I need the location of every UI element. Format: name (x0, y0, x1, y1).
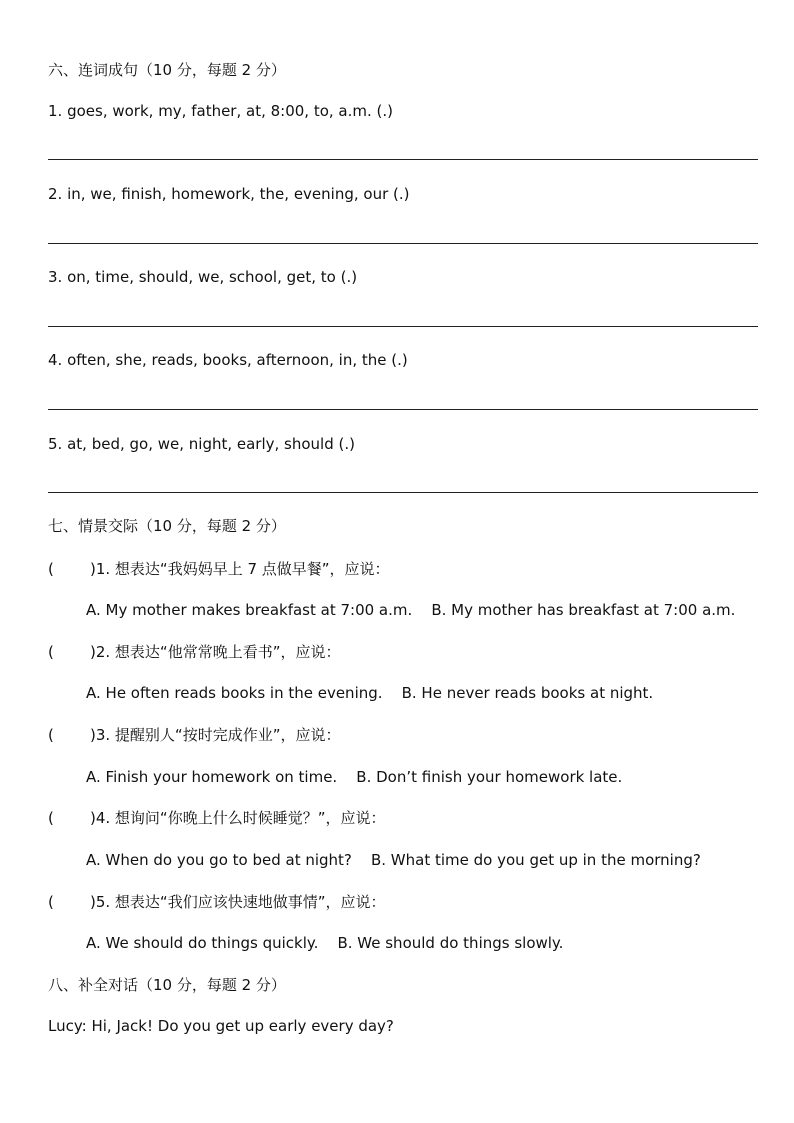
situation-question-2 (48, 642, 340, 662)
answer-line-3[interactable] (48, 326, 758, 327)
option-b-3: B. Don’t finish your homework late. (356, 768, 623, 786)
reorder-item-1: 1. goes, work, my, father, at, 8:00, to, a.m. (.) (48, 102, 394, 120)
options-4 (86, 850, 701, 870)
question-text-4: )4. 想询问“你晚上什么时候睡觉？”，应说： (90, 809, 386, 827)
option-a-5: A. We should do things quickly. (86, 934, 319, 952)
answer-blank-5[interactable]: ( (48, 893, 54, 911)
answer-line-5[interactable] (48, 492, 758, 493)
reorder-item-3: 3. on, time, should, we, school, get, to (.) (48, 268, 358, 286)
option-a-1: A. My mother makes breakfast at 7:00 a.m. (86, 601, 413, 619)
reorder-item-4: 4. often, she, reads, books, afternoon, in, the (.) (48, 351, 408, 369)
section-8-title: 八、补全对话（10 分，每题 2 分） (48, 976, 286, 994)
option-a-3: A. Finish your homework on time. (86, 768, 338, 786)
question-text-2: )2. 想表达“他常常晚上看书”，应说： (90, 643, 341, 661)
option-a-4: A. When do you go to bed at night? (86, 851, 352, 869)
section-6-title: 六、连词成句（10 分，每题 2 分） (48, 61, 286, 79)
options-5 (86, 933, 563, 953)
answer-line-4[interactable] (48, 409, 758, 410)
option-b-1: B. My mother has breakfast at 7:00 a.m. (431, 601, 736, 619)
answer-line-2[interactable] (48, 243, 758, 244)
situation-question-4 (48, 808, 385, 828)
situation-question-1 (48, 559, 390, 579)
answer-blank-1[interactable]: ( (48, 560, 54, 578)
options-1 (86, 600, 735, 620)
dialogue-line-1: Lucy: Hi, Jack! Do you get up early every day? (48, 1017, 394, 1035)
section-7-title: 七、情景交际（10 分，每题 2 分） (48, 517, 286, 535)
reorder-item-2: 2. in, we, finish, homework, the, evening, our (.) (48, 185, 410, 203)
reorder-item-5: 5. at, bed, go, we, night, early, should (.) (48, 435, 355, 453)
answer-blank-2[interactable]: ( (48, 643, 54, 661)
situation-question-5 (48, 892, 385, 912)
question-text-5: )5. 想表达“我们应该快速地做事情”，应说： (90, 893, 386, 911)
situation-question-3 (48, 725, 340, 745)
question-text-1: )1. 想表达“我妈妈早上 7 点做早餐”，应说： (90, 560, 390, 578)
option-a-2: A. He often reads books in the evening. (86, 684, 383, 702)
options-3 (86, 767, 622, 787)
option-b-2: B. He never reads books at night. (401, 684, 654, 702)
option-b-5: B. We should do things slowly. (337, 934, 564, 952)
answer-blank-4[interactable]: ( (48, 809, 54, 827)
option-b-4: B. What time do you get up in the morning? (370, 851, 701, 869)
answer-line-1[interactable] (48, 159, 758, 160)
options-2 (86, 683, 653, 703)
question-text-3: )3. 提醒别人“按时完成作业”，应说： (90, 726, 341, 744)
answer-blank-3[interactable]: ( (48, 726, 54, 744)
